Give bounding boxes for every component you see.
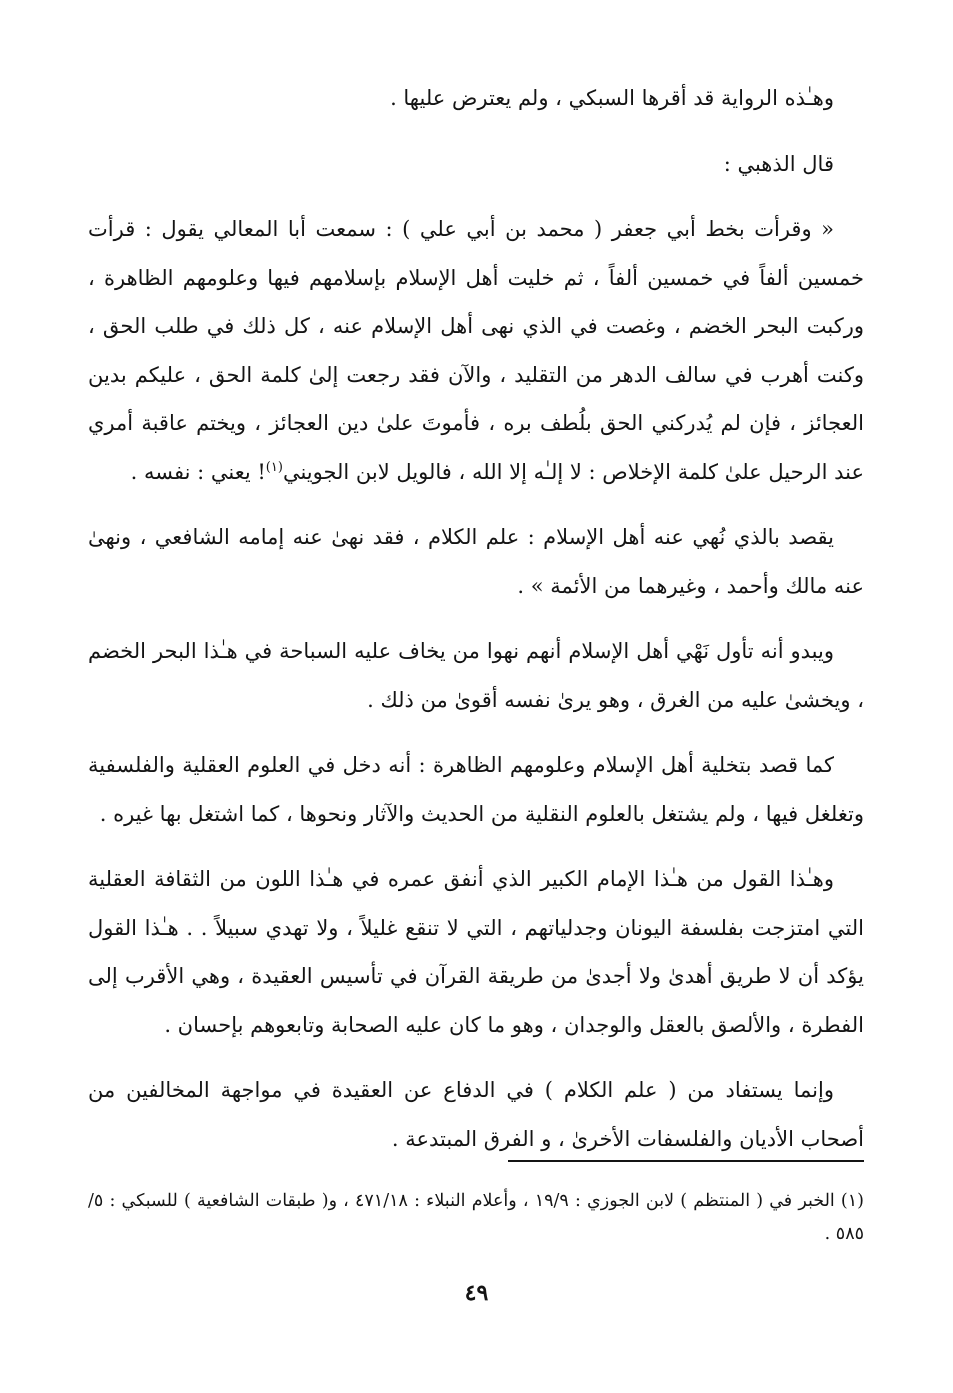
paragraph-1: وهـٰذه الرواية قد أقرها السبكي ، ولم يعترض عليها . <box>390 86 834 110</box>
paragraph-8: وإنما يستفاد من ( علم الكلام ) في الدفاع عن العقيدة في مواجهة المخالفين من أصحاب الأديان والفلسفات الأخرىٰ ، و الفرق المبتدعة . <box>88 1078 864 1151</box>
page-body <box>88 74 864 1180</box>
footnote-separator <box>508 1160 864 1162</box>
paragraph-5: ويبدو أنه تأول نَهْي أهل الإسلام أنهم نهوا من يخاف عليه السباحة في هـٰذا البحر الخضم ، ويخشىٰ عليه من الغرق ، وهو يرىٰ نفسه أقوىٰ من ذلك . <box>88 639 864 712</box>
paragraph-2: قال الذهبي : <box>723 151 834 176</box>
paragraph-6: كما قصد بتخلية أهل الإسلام وعلومهم الظاهرة : أنه دخل في العلوم العقلية والفلسفية وتغلغل فيها ، ولم يشتغل بالعلوم النقلية من الحديث والآثار ونحوها ، كما اشتغل بها غيره . <box>88 753 864 826</box>
quote-paragraph: « وقرأت بخط أبي جعفر ( محمد بن أبي علي ) : سمعت أبا المعالي يقول : قرأت خمسين ألفاً في خمسين ألفاً ، ثم خليت أهل الإسلام بإسلامهم فيها وعلومهم الظاهرة ، وركبت البحر الخضم ، وغصت في الذي نهى أهل الإسلام عنه ، كل ذلك في طلب الحق ، وكنت أهرب في سالف الدهر من التقليد ، والآن فقد رجعت إلىٰ كلمة الحق ، عليكم بدين العجائز ، فإن لم يُدركني الحق بلُطف بره ، فأموتَ علىٰ دين العجائز ، ويختم عاقبة أمري عند الرحيل علىٰ كلمة الإخلاص : لا إلـٰه إلا الله ، فالويل لابن الجويني$^{(١)}$! يعني : نفسه . <box>88 217 864 484</box>
paragraph-4: يقصد بالذي نُهي عنه أهل الإسلام : علم الكلام ، فقد نهىٰ عنه إمامه الشافعي ، ونهىٰ عنه مالك وأحمد ، وغيرهما من الأئمة » . <box>88 525 864 598</box>
page-number: ٤٩ <box>464 1280 489 1306</box>
paragraph-7: وهـٰذا القول من هـٰذا الإمام الكبير الذي أنفق عمره في هـٰذا اللون من الثقافة العقلية التي امتزجت بفلسفة اليونان وجدلياتهم ، التي لا تنقع غليلاً ، ولا تهدي سبيلاً . . هـٰذا القول يؤكد أن لا طريق أهدىٰ ولا أجدىٰ من طريقة القرآن في تأسيس العقيدة ، وهي الأقرب إلى الفطرة ، والألصق بالعقل والوجدان ، وهو ما كان عليه الصحابة وتابعوهم بإحسان . <box>88 867 864 1037</box>
footnote: (١) الخبر في ( المنتظم ) لابن الجوزي : ١٩/٩ ، وأعلام النبلاء : ٤٧١/١٨ ، و( طبقات الشافعية ) للسبكي : ٥/ ٥٨٥ . <box>88 1191 864 1244</box>
footnote-marker: (١) <box>265 459 283 475</box>
